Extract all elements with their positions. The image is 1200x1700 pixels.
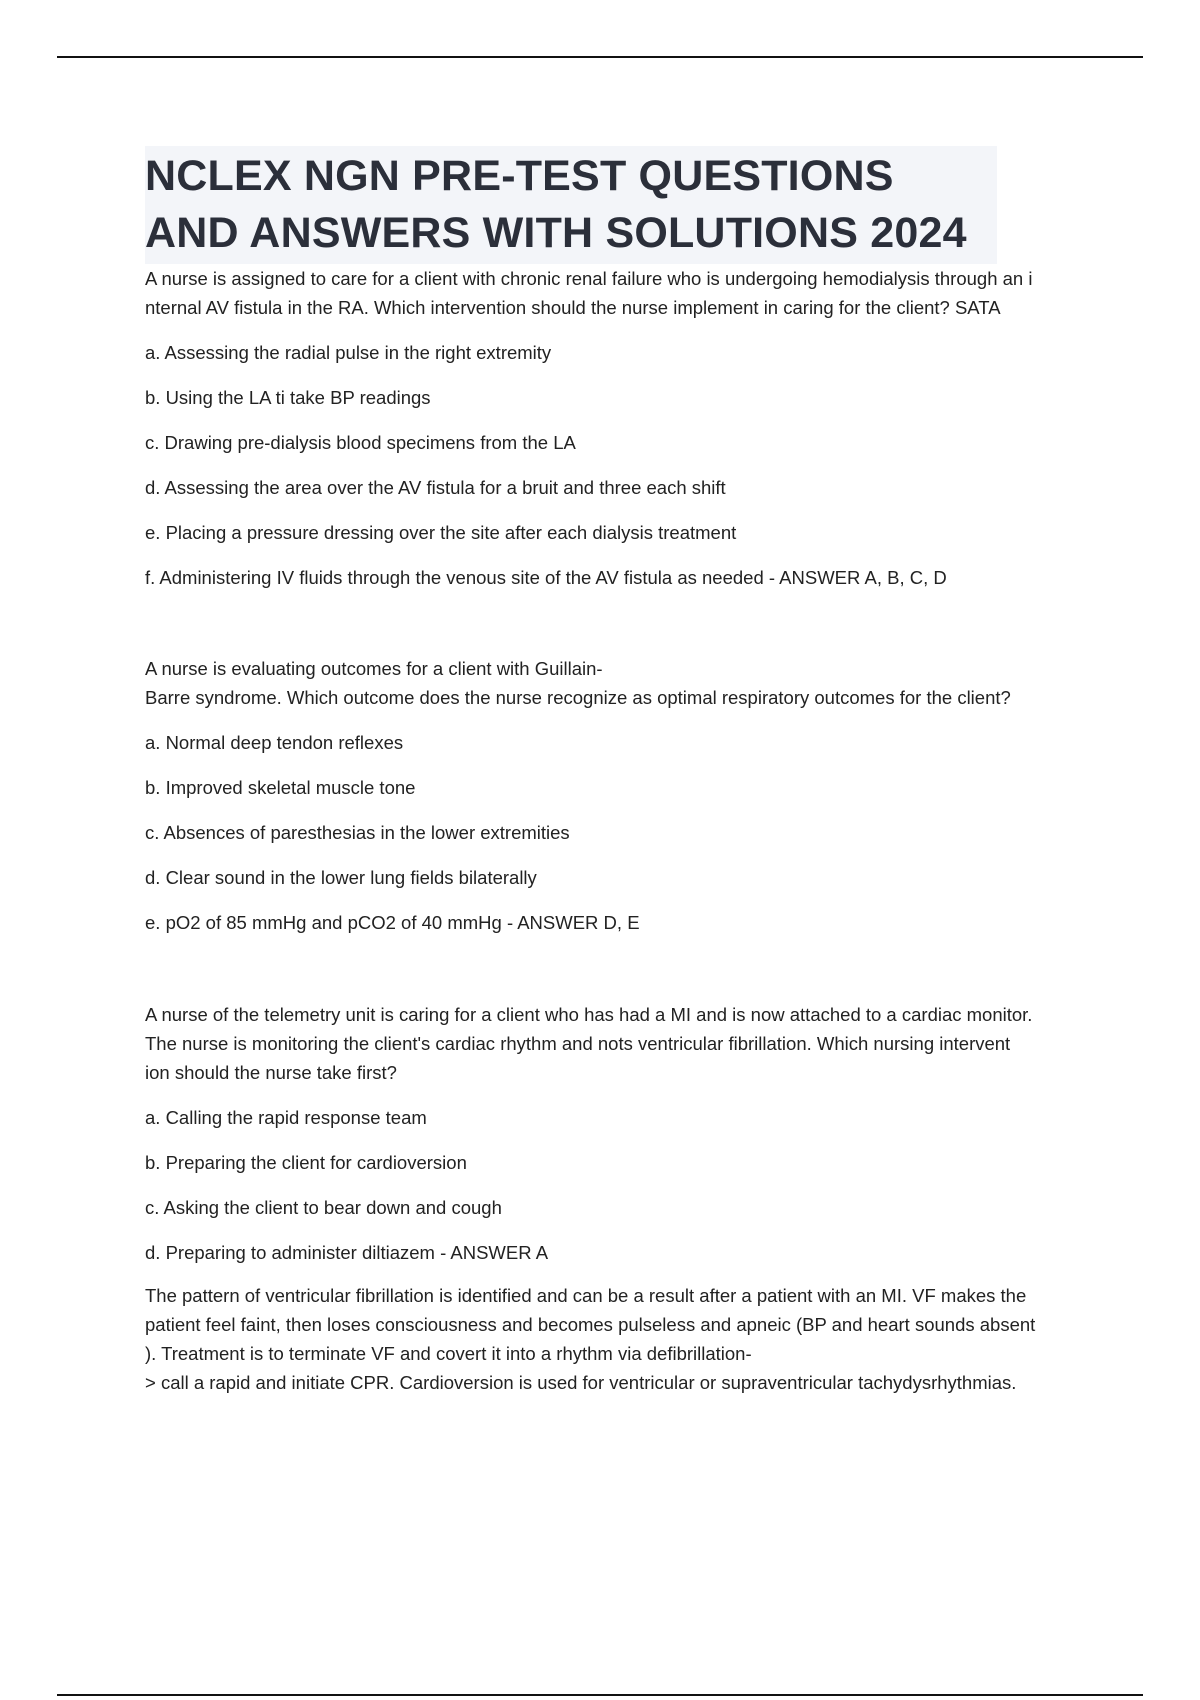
question-1-option-f: f. Administering IV fluids through the venous site of the AV fistula as needed - ANSWER A, B, C, D: [145, 567, 947, 588]
title-line-1: NCLEX NGN PRE-TEST QUESTIONS: [145, 152, 894, 200]
document-title: [145, 148, 967, 262]
explanation-line-1: The pattern of ventricular fibrillation is identified and can be a result after a patient with an MI. VF makes the: [145, 1285, 1027, 1306]
page-content: [145, 146, 1089, 1397]
title-line-2: AND ANSWERS WITH SOLUTIONS 2024: [145, 209, 967, 257]
question-2-option-c: c. Absences of paresthesias in the lower extremities: [145, 822, 570, 843]
explanation-line-3: ). Treatment is to terminate VF and covert it into a rhythm via defibrillation-: [145, 1343, 752, 1364]
explanation-line-4: > call a rapid and initiate CPR. Cardioversion is used for ventricular or supraventricular tachydysrhythmias.: [145, 1372, 1017, 1393]
question-1-option-d: d. Assessing the area over the AV fistula for a bruit and three each shift: [145, 477, 726, 498]
question-3-stem: [145, 1000, 1089, 1087]
title-block: [145, 146, 997, 264]
question-3-option-a: a. Calling the rapid response team: [145, 1107, 427, 1128]
bottom-rule: [57, 1694, 1143, 1696]
explanation-line-2: patient feel faint, then loses consciousness and becomes pulseless and apneic (BP and heart sounds absent: [145, 1314, 1036, 1335]
top-rule: [57, 56, 1143, 58]
question-1-option-a: a. Assessing the radial pulse in the right extremity: [145, 342, 552, 363]
question-1: [145, 264, 1089, 592]
question-2-stem-line-1: A nurse is evaluating outcomes for a client with Guillain-: [145, 658, 603, 679]
question-1-stem-line-1: A nurse is assigned to care for a client with chronic renal failure who is undergoing hemodialysis through an i: [145, 268, 1033, 289]
question-1-stem-line-2: nternal AV fistula in the RA. Which intervention should the nurse implement in caring for the client? SATA: [145, 297, 1001, 318]
question-2-option-a: a. Normal deep tendon reflexes: [145, 732, 404, 753]
question-3-option-d: d. Preparing to administer diltiazem - ANSWER A: [145, 1242, 549, 1263]
question-3-stem-line-1: A nurse of the telemetry unit is caring for a client who has had a MI and is now attached to a cardiac monitor.: [145, 1004, 1033, 1025]
question-3-stem-line-3: ion should the nurse take first?: [145, 1062, 397, 1083]
question-2-option-b: b. Improved skeletal muscle tone: [145, 777, 416, 798]
question-2: [145, 654, 1089, 937]
question-2-stem-line-2: Barre syndrome. Which outcome does the nurse recognize as optimal respiratory outcomes for the client?: [145, 687, 1011, 708]
question-2-option-e: e. pO2 of 85 mmHg and pCO2 of 40 mmHg - ANSWER D, E: [145, 912, 640, 933]
question-1-option-b: b. Using the LA ti take BP readings: [145, 387, 431, 408]
question-2-option-d: d. Clear sound in the lower lung fields bilaterally: [145, 867, 537, 888]
question-3: [145, 1000, 1089, 1397]
question-1-stem: [145, 264, 1089, 322]
question-3-option-b: b. Preparing the client for cardioversion: [145, 1152, 467, 1173]
question-3-explanation: [145, 1281, 1089, 1397]
question-3-option-c: c. Asking the client to bear down and cough: [145, 1197, 502, 1218]
question-1-option-c: c. Drawing pre-dialysis blood specimens from the LA: [145, 432, 576, 453]
question-3-stem-line-2: The nurse is monitoring the client's cardiac rhythm and nots ventricular fibrillation. Which nursing intervent: [145, 1033, 1011, 1054]
question-2-stem: [145, 654, 1089, 712]
question-1-option-e: e. Placing a pressure dressing over the site after each dialysis treatment: [145, 522, 737, 543]
